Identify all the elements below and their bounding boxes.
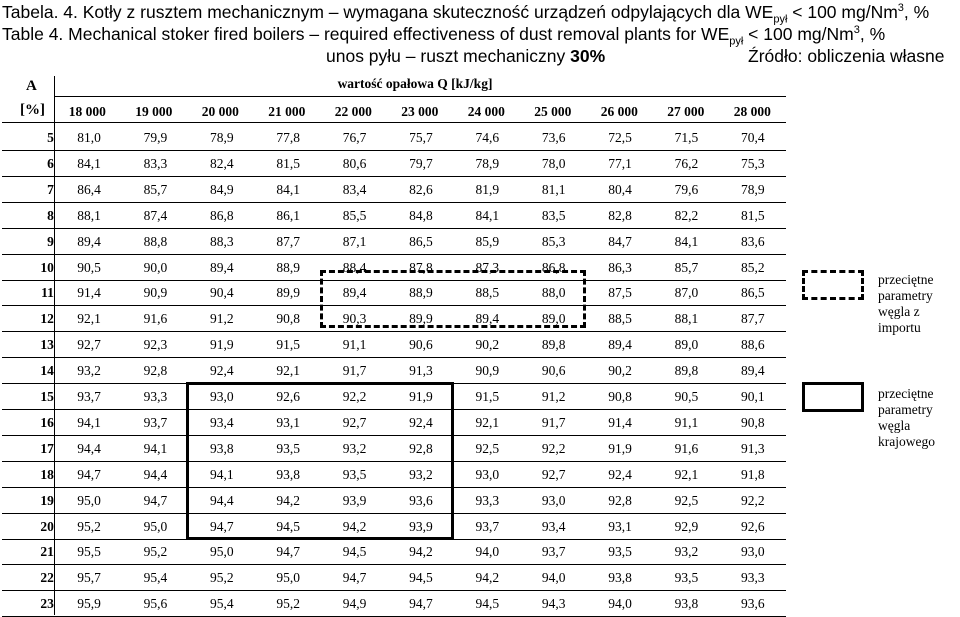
table-cell: 92,8 [409,440,433,456]
table-cell: 75,3 [741,155,765,171]
row-label: 14 [40,363,54,379]
import-params-box [320,270,586,328]
table-cell: 85,5 [342,207,367,223]
table-cell: 93,0 [210,389,234,404]
table-cell: 95,7 [77,570,101,586]
table-cell: 82,2 [674,207,699,223]
row-label: 18 [40,466,54,482]
table-cell: 84,1 [674,233,699,249]
table-cell: 91,9 [409,389,433,404]
table-cell: 93,3 [741,570,765,586]
table-cell: 92,5 [674,492,699,508]
table-cell: 93,1 [276,414,301,430]
table-cell: 91,8 [741,466,765,482]
table-cell: 86,4 [77,181,101,197]
table-cell: 94,2 [475,570,500,586]
table-row [2,540,786,565]
table-cell: 87,1 [342,233,367,249]
table-cell: 93,4 [541,518,566,534]
column-header: 19 000 [135,104,173,119]
column-header: 25 000 [534,104,572,119]
table-cell: 81,1 [541,181,566,197]
table-cell: 84,9 [210,181,234,197]
table-cell: 74,6 [475,130,500,145]
table-cell: 94,0 [541,570,566,586]
column-header: 23 000 [401,104,439,119]
table-cell: 90,2 [475,337,500,353]
table-cell: 86,1 [276,207,301,223]
table-cell: 73,6 [541,130,566,145]
table-cell: 93,4 [210,414,234,430]
legend-dashed-swatch [802,270,864,300]
table-cell: 94,7 [409,596,433,612]
row-label: 20 [40,518,54,534]
table-cell: 82,8 [608,207,632,223]
table-cell: 76,7 [342,130,367,145]
table-cell: 92,8 [143,363,168,379]
row-label: 13 [40,337,54,353]
title-polish: Tabela. 4. Kotły z rusztem mechanicznym – wymagana skuteczność urządzeń odpylających dla $WE_{pył} < 100$ mg/Nm$^3$, % [2,2,930,26]
table-cell: 87,7 [741,311,765,327]
table-cell: 94,7 [210,518,234,534]
table-cell: 86,8 [541,259,566,275]
table-cell: 81,9 [475,181,500,197]
table-cell: 91,2 [541,389,566,404]
table-cell: 90,8 [276,311,301,327]
row-header: A [%] [20,78,45,118]
table-cell: 92,7 [541,466,566,482]
table-cell: 93,0 [741,544,765,560]
table-cell: 93,7 [143,414,168,430]
table-cell: 89,9 [409,311,433,327]
table-cell: 92,7 [342,414,367,430]
table-cell: 72,5 [608,130,632,145]
table-cell: 94,7 [342,570,367,586]
table-cell: 92,1 [475,414,500,430]
table-cell: 94,4 [210,492,234,508]
table-cell: 85,2 [741,259,765,275]
table-cell: 92,1 [276,363,301,379]
table-row [2,359,786,384]
row-label: 17 [40,440,54,456]
table-cell: 87,3 [475,259,500,275]
table-cell: 94,0 [475,544,500,560]
table-cell: 85,3 [541,233,566,249]
source-note: Źródło: obliczenia własne [748,46,945,66]
table-cell: 83,6 [741,233,765,249]
table-cell: 91,1 [674,414,699,430]
table-cell: 87,4 [143,207,168,223]
table-cell: 89,4 [77,233,101,249]
table-cell: 93,5 [608,544,632,560]
table-cell: 93,0 [541,492,566,508]
row-label: 15 [40,389,54,404]
table-cell: 78,9 [475,155,500,171]
table-cell: 94,5 [342,544,367,560]
table-cell: 95,9 [77,596,101,612]
table-cell: 92,9 [674,518,699,534]
table-cell: 92,2 [741,492,765,508]
table-cell: 91,4 [77,285,101,301]
table-cell: 94,0 [608,596,632,612]
table-cell: 81,5 [276,155,301,171]
table-cell: 92,6 [276,389,301,404]
table-cell: 85,7 [674,259,699,275]
table-cell: 92,4 [409,414,433,430]
table-cell: 71,5 [674,130,699,145]
subtitle: unos pyłu – ruszt mechaniczny 30% [326,46,606,66]
table-cell: 79,6 [674,181,699,197]
column-header: 22 000 [334,104,372,119]
table-cell: 95,0 [77,492,101,508]
table-cell: 93,5 [342,466,367,482]
table-cell: 89,9 [276,285,301,301]
table-row [2,592,786,617]
table-cell: 93,7 [475,518,500,534]
table-cell: 95,4 [143,570,168,586]
table-cell: 94,1 [210,466,234,482]
table-cell: 95,0 [276,570,301,586]
table-cell: 83,3 [143,155,168,171]
table-cell: 89,0 [541,311,566,327]
table-cell: 95,4 [210,596,234,612]
table-cell: 90,6 [541,363,566,379]
table-cell: 78,9 [210,130,234,145]
table-cell: 87,5 [608,285,632,301]
table-cell: 94,2 [342,518,367,534]
table-cell: 92,6 [741,518,765,534]
table-cell: 93,8 [608,570,632,586]
row-label: 12 [40,311,54,327]
table-cell: 77,8 [276,130,301,145]
table-cell: 90,5 [674,389,699,404]
table-cell: 94,5 [409,570,433,586]
table-row [2,152,786,177]
table-cell: 93,7 [77,389,101,404]
table-cell: 92,2 [541,440,566,456]
table-cell: 92,2 [342,389,367,404]
table-row [2,126,786,151]
table-cell: 90,4 [210,285,234,301]
table-cell: 95,2 [276,596,301,612]
table-cell: 95,2 [210,570,234,586]
table-cell: 93,8 [210,440,234,456]
table-cell: 91,5 [276,337,301,353]
table-cell: 94,7 [77,466,101,482]
table-cell: 88,3 [210,233,234,249]
row-label: 6 [47,155,54,171]
table-cell: 70,4 [741,130,765,145]
table-cell: 88,1 [77,207,101,223]
table-cell: 93,5 [276,440,301,456]
table-cell: 93,3 [475,492,500,508]
table-cell: 76,2 [674,155,699,171]
row-label: 8 [47,207,54,223]
table-cell: 90,8 [608,389,632,404]
table-cell: 78,9 [741,181,765,197]
table-cell: 89,4 [342,285,367,301]
table-cell: 95,0 [143,518,168,534]
table-cell: 95,2 [143,544,168,560]
table-cell: 92,5 [475,440,500,456]
table-cell: 90,8 [741,414,765,430]
table-cell: 82,6 [409,181,433,197]
table-cell: 84,7 [608,233,632,249]
table-cell: 88,5 [608,311,632,327]
table-cell: 91,6 [143,311,168,327]
table-cell: 95,0 [210,544,234,560]
table-cell: 93,7 [541,544,566,560]
column-header: 28 000 [733,104,771,119]
table-cell: 93,2 [77,363,101,379]
table-cell: 89,4 [210,259,234,275]
row-label: 11 [41,285,54,301]
legend-solid-swatch [802,382,864,412]
title-english: Table 4. Mechanical stoker fired boilers – required effectiveness of dust removal plants for $WE_{pył} < 100$ mg/Nm$^3$, % [2,24,886,48]
table-cell: 94,1 [143,440,168,456]
table-cell: 94,2 [409,544,433,560]
table-cell: 79,9 [143,130,168,145]
table-cell: 94,5 [276,518,301,534]
table-top-border [2,122,786,123]
table-cell: 89,4 [475,311,500,327]
row-label: 19 [40,492,54,508]
table-cell: 92,7 [77,337,101,353]
table-cell: 80,6 [342,155,367,171]
header-divider [54,96,786,97]
table-cell: 92,4 [210,363,234,379]
column-header: 26 000 [600,104,638,119]
table-cell: 90,6 [409,337,433,353]
table-cell: 93,6 [741,596,765,612]
table-cell: 95,6 [143,596,168,612]
table-cell: 78,0 [541,155,566,171]
table-cell: 82,4 [210,155,234,171]
table-cell: 89,0 [674,337,699,353]
table-cell: 83,4 [342,181,367,197]
domestic-params-box [186,382,454,540]
table-cell: 83,5 [541,207,566,223]
row-label: 23 [40,596,54,612]
table-cell: 93,2 [674,544,699,560]
table-cell: 94,4 [77,440,101,456]
column-headers [54,100,786,124]
table-cell: 93,5 [674,570,699,586]
row-label: 10 [40,259,54,275]
table-cell: 95,5 [77,544,101,560]
table-row [2,566,786,591]
row-label: 9 [47,233,54,249]
table-cell: 93,6 [409,492,433,508]
table-cell: 87,7 [276,233,301,249]
table-cell: 94,4 [143,466,168,482]
table-cell: 90,1 [741,389,765,404]
table-cell: 91,7 [342,363,367,379]
table-cell: 88,5 [475,285,500,301]
table-cell: 77,1 [608,155,632,171]
table-cell: 94,3 [541,596,566,612]
table-cell: 94,7 [276,544,301,560]
legend-import-label: przeciętne parametry węgla z importu [878,272,934,335]
table-cell: 93,3 [143,389,168,404]
table-cell: 88,8 [143,233,168,249]
table-cell: 90,9 [475,363,500,379]
column-header: 20 000 [201,104,239,119]
table-cell: 79,7 [409,155,433,171]
table-row [2,230,786,255]
table-cell: 80,4 [608,181,632,197]
table-cell: 92,4 [608,466,632,482]
table-cell: 93,2 [342,440,367,456]
table-cell: 88,4 [342,259,367,275]
table-cell: 91,9 [210,337,234,353]
table-cell: 91,5 [475,389,500,404]
table-cell: 91,9 [608,440,632,456]
column-header: 18 000 [68,104,106,119]
table-cell: 87,8 [409,259,433,275]
table-cell: 91,6 [674,440,699,456]
table-cell: 85,9 [475,233,500,249]
table-cell: 89,8 [674,363,699,379]
table-cell: 86,8 [210,207,234,223]
table-cell: 75,7 [409,130,433,145]
table-cell: 95,2 [77,518,101,534]
table-row [2,178,786,203]
row-label: 7 [47,181,54,197]
table-cell: 91,1 [342,337,367,353]
table-cell: 91,7 [541,414,566,430]
column-header: 24 000 [467,104,505,119]
table-cell: 93,1 [608,518,632,534]
table-cell: 91,3 [741,440,765,456]
table-cell: 86,5 [409,233,433,249]
table-cell: 92,8 [608,492,632,508]
table-cell: 92,3 [143,337,168,353]
row-label: 5 [47,130,54,145]
row-label: 22 [40,570,54,586]
table-cell: 91,2 [210,311,234,327]
table-cell: 94,1 [77,414,101,430]
table-cell: 86,5 [741,285,765,301]
row-label: 16 [40,414,54,430]
table-cell: 92,1 [77,311,101,327]
table-cell: 81,5 [741,207,765,223]
table-cell: 88,9 [276,259,301,275]
table-cell: 93,8 [674,596,699,612]
table-row [2,204,786,229]
table-cell: 84,1 [276,181,301,197]
table-row [2,333,786,358]
row-label: 21 [40,544,54,560]
legend-domestic-label: przeciętne parametry węgla krajowego [878,386,935,449]
table-cell: 88,1 [674,311,699,327]
table-cell: 93,8 [276,466,301,482]
table-cell: 90,9 [143,285,168,301]
table-cell: 90,5 [77,259,101,275]
table-cell: 93,0 [475,466,500,482]
column-header: 21 000 [268,104,306,119]
table-cell: 89,8 [541,337,566,353]
table-cell: 94,9 [342,596,367,612]
table-cell: 90,0 [143,259,168,275]
table-cell: 87,0 [674,285,699,301]
table-cell: 88,9 [409,285,433,301]
table-cell: 94,2 [276,492,301,508]
column-group-header: wartość opałowa Q [kJ/kg] [337,76,493,91]
table-cell: 89,4 [741,363,765,379]
table-cell: 90,2 [608,363,632,379]
table-cell: 81,0 [77,130,101,145]
table-cell: 94,5 [475,596,500,612]
table-cell: 92,1 [674,466,699,482]
table-cell: 89,4 [608,337,632,353]
table-cell: 91,4 [608,414,632,430]
table-cell: 88,6 [741,337,765,353]
table-cell: 84,1 [475,207,500,223]
table-cell: 93,9 [409,518,433,534]
table-cell: 84,8 [409,207,433,223]
column-header: 27 000 [667,104,705,119]
table-cell: 84,1 [77,155,101,171]
table-cell: 91,3 [409,363,433,379]
table-cell: 93,2 [409,466,433,482]
table-cell: 94,7 [143,492,168,508]
table-cell: 88,0 [541,285,566,301]
table-cell: 85,7 [143,181,168,197]
table-cell: 93,9 [342,492,367,508]
table-cell: 86,3 [608,259,632,275]
table-cell: 90,3 [342,311,367,327]
